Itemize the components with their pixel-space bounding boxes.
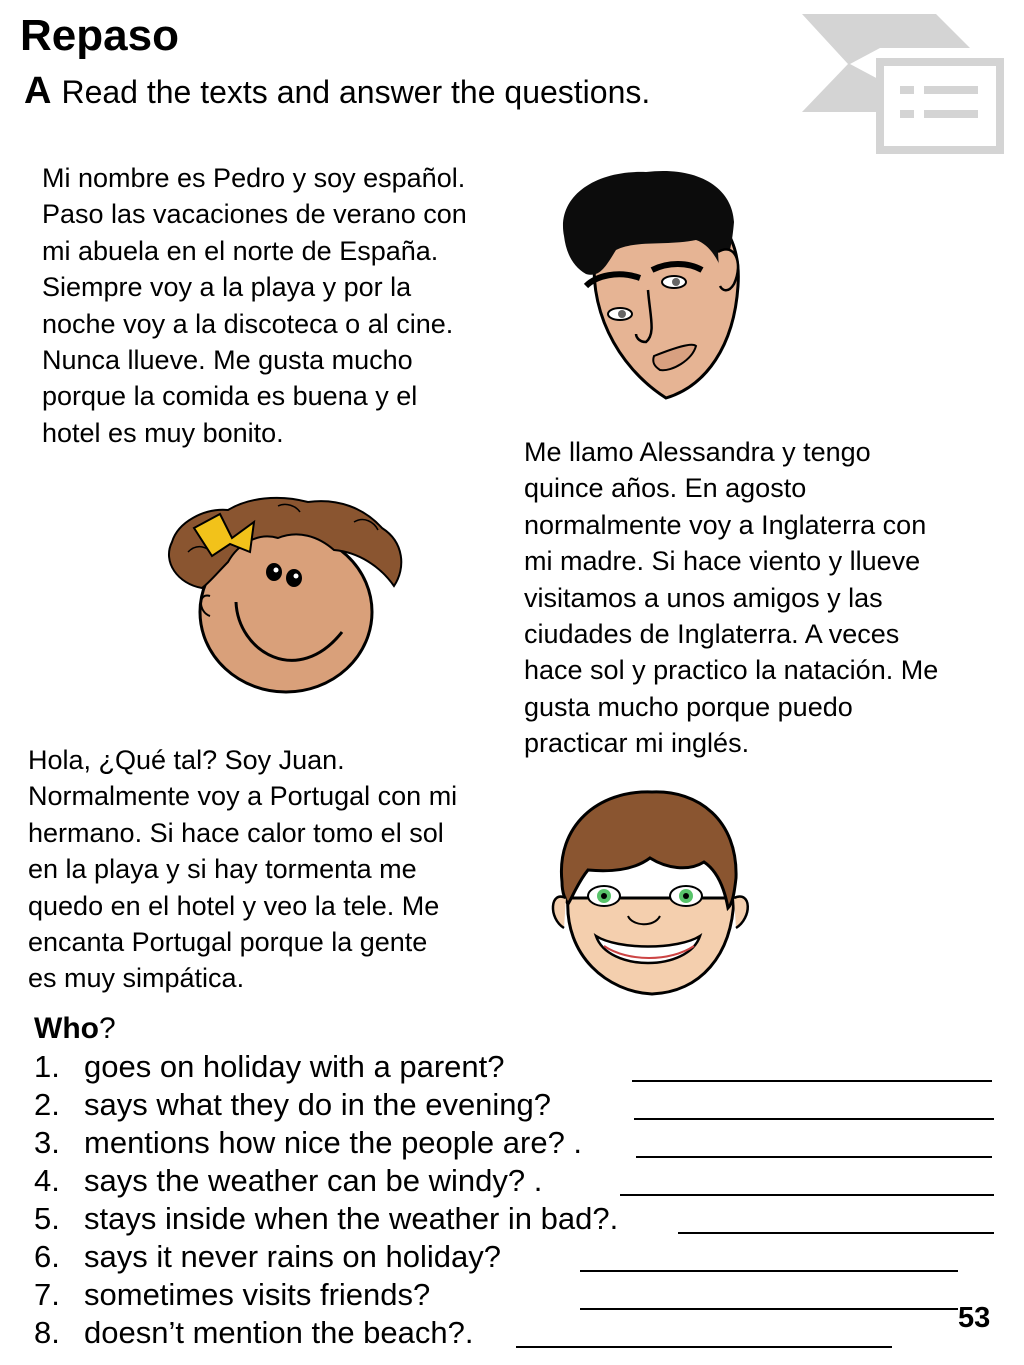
answer-blank[interactable]: [632, 1080, 992, 1082]
answer-blank[interactable]: [636, 1156, 992, 1158]
text-line: gusta mucho porque puedo: [524, 691, 853, 722]
text-line: Siempre voy a la playa y por la: [42, 272, 412, 303]
text-line: visitamos a unos amigos y las: [524, 582, 883, 613]
question-text: doesn’t mention the beach?.: [84, 1315, 474, 1350]
text-line: noche voy a la discoteca o al cine.: [42, 308, 454, 339]
question-text: says what they do in the evening?: [84, 1087, 552, 1122]
text-line: es muy simpática.: [28, 963, 245, 994]
section-heading: [24, 68, 650, 115]
who-question-mark: ?: [98, 1012, 116, 1045]
text-line: Me llamo Alessandra y tengo: [524, 437, 871, 467]
text-line: hotel es muy bonito.: [42, 417, 284, 448]
page-title: Repaso: [20, 11, 179, 60]
answer-blank[interactable]: [580, 1270, 958, 1272]
question-text: goes on holiday with a parent?: [84, 1049, 505, 1084]
answer-blank[interactable]: [580, 1308, 958, 1310]
text-line: Hola, ¿Qué tal? Soy Juan.: [28, 745, 345, 775]
question-item: [34, 1048, 1014, 1086]
text-line: normalmente voy a Inglaterra con: [524, 509, 927, 540]
question-list: [34, 1048, 1014, 1352]
pedro-text: [42, 160, 532, 451]
question-item: [34, 1124, 1014, 1162]
question-item: [34, 1238, 1014, 1276]
section-letter: A: [24, 70, 52, 112]
text-line: Mi nombre es Pedro y soy español.: [42, 163, 466, 193]
question-text: says it never rains on holiday?: [84, 1239, 502, 1274]
text-line: mi abuela en el norte de España.: [42, 235, 439, 266]
text-line: hermano. Si hace calor tomo el sol: [28, 817, 444, 848]
question-item: [34, 1314, 1014, 1352]
text-line: quedo en el hotel y veo la tele. Me: [28, 890, 440, 921]
question-number: 8.: [34, 1315, 60, 1350]
instruction-text: Read the texts and answer the questions.: [61, 74, 651, 110]
answer-blank[interactable]: [620, 1194, 994, 1196]
question-text: stays inside when the weather in bad?.: [84, 1201, 619, 1236]
text-line: hace sol y practico la natación. Me: [524, 655, 939, 686]
smiling-boy-face-illustration: [548, 786, 752, 998]
who-heading: [34, 1010, 116, 1048]
question-number: 1.: [34, 1049, 60, 1084]
text-line: porque la comida es buena y el: [42, 381, 418, 412]
text-line: Nunca llueve. Me gusta mucho: [42, 345, 413, 376]
question-number: 7.: [34, 1277, 60, 1312]
question-item: [34, 1200, 1014, 1238]
question-number: 4.: [34, 1163, 60, 1198]
text-line: ciudades de Inglaterra. A veces: [524, 619, 900, 650]
question-item: [34, 1162, 1014, 1200]
question-number: 6.: [34, 1239, 60, 1274]
who-label: Who: [34, 1012, 99, 1045]
answer-blank[interactable]: [516, 1346, 892, 1348]
text-line: practicar mi inglés.: [524, 728, 750, 759]
question-item: [34, 1086, 1014, 1124]
answer-blank[interactable]: [678, 1232, 994, 1234]
worksheet-icon: [800, 12, 1006, 154]
text-line: encanta Portugal porque la gente: [28, 927, 428, 958]
boy-face-illustration: [556, 166, 746, 402]
question-number: 5.: [34, 1201, 60, 1236]
page-number: 53: [958, 1302, 991, 1334]
alessandra-text: [524, 434, 1014, 762]
girl-face-illustration: [158, 492, 410, 696]
question-item: [34, 1276, 1014, 1314]
question-number: 3.: [34, 1125, 60, 1160]
question-number: 2.: [34, 1087, 60, 1122]
text-line: quince años. En agosto: [524, 473, 807, 504]
question-text: sometimes visits friends?: [84, 1277, 431, 1312]
text-line: en la playa y si hay tormenta me: [28, 854, 417, 885]
juan-text: [28, 742, 518, 997]
text-line: Paso las vacaciones de verano con: [42, 199, 467, 230]
question-text: says the weather can be windy? .: [84, 1163, 543, 1198]
text-line: Normalmente voy a Portugal con mi: [28, 781, 458, 812]
answer-blank[interactable]: [634, 1118, 994, 1120]
text-line: mi madre. Si hace viento y llueve: [524, 546, 921, 577]
question-text: mentions how nice the people are? .: [84, 1125, 583, 1160]
